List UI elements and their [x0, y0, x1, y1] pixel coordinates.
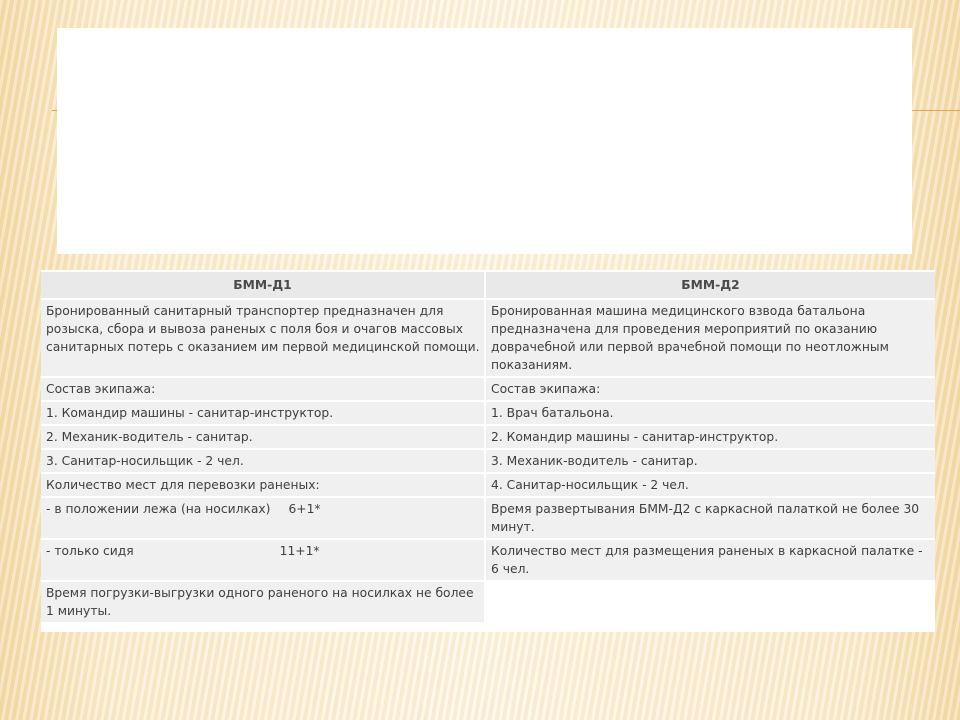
cell-d2-tent-capacity: Количество мест для размещения раненых в каркасной палатке - 6 чел. — [486, 540, 935, 580]
cell-d2-crew-1: 1. Врач батальона. — [486, 402, 935, 424]
table-row — [41, 378, 935, 400]
sitting-label: - только сидя — [46, 544, 134, 558]
cell-d2-deploy-time: Время развертывания БММ-Д2 с каркасной палаткой не более 30 минут. — [486, 498, 935, 538]
comparison-table-image — [41, 270, 935, 632]
table-row — [41, 582, 935, 622]
cell-d2-crew-2: 2. Командир машины - санитар-инструктор. — [486, 426, 935, 448]
cell-d2-crew-heading: Состав экипажа: — [486, 378, 935, 400]
cell-d1-crew-3: 3. Санитар-носильщик - 2 чел. — [41, 450, 486, 472]
cell-d1-lying — [41, 498, 486, 538]
accent-line-right — [912, 110, 960, 111]
header-bmm-d2: БММ-Д2 — [486, 272, 935, 298]
cell-d1-sitting — [41, 540, 486, 580]
table-row — [41, 474, 935, 496]
cell-d2-crew-3: 3. Механик-водитель - санитар. — [486, 450, 935, 472]
cell-d1-purpose: Бронированный санитарный транспортер предназначен для розыска, сбора и вывоза раненых с поля боя и очагов массовых санитарных потерь с оказанием им первой медицинской помощи. — [41, 300, 486, 376]
cell-d2-empty — [486, 582, 935, 622]
cell-d2-purpose: Бронированная машина медицинского взвода батальона предназначена для проведения мероприятий по оказанию доврачебной или первой врачебной помощи по неотложным показаниям. — [486, 300, 935, 376]
accent-line-left — [52, 110, 57, 111]
table-row — [41, 498, 935, 538]
cell-d1-crew-1: 1. Командир машины - санитар-инструктор. — [41, 402, 486, 424]
table-row — [41, 426, 935, 448]
table-row — [41, 450, 935, 472]
cell-d1-crew-heading: Состав экипажа: — [41, 378, 486, 400]
sitting-value: 11+1* — [279, 544, 320, 558]
table-row — [41, 300, 935, 376]
table-header-row — [41, 272, 935, 298]
table-row — [41, 540, 935, 580]
table-row — [41, 402, 935, 424]
title-placeholder — [57, 28, 912, 254]
cell-d1-crew-2: 2. Механик-водитель - санитар. — [41, 426, 486, 448]
header-bmm-d1: БММ-Д1 — [41, 272, 486, 298]
lying-value: 6+1* — [288, 502, 321, 516]
cell-d2-crew-4: 4. Санитар-носильщик - 2 чел. — [486, 474, 935, 496]
lying-label: - в положении лежа (на носилках) — [46, 502, 271, 516]
comparison-table — [41, 270, 935, 624]
cell-d1-capacity-heading: Количество мест для перевозки раненых: — [41, 474, 486, 496]
cell-d1-loading-time: Время погрузки-выгрузки одного раненого на носилках не более 1 минуты. — [41, 582, 486, 622]
